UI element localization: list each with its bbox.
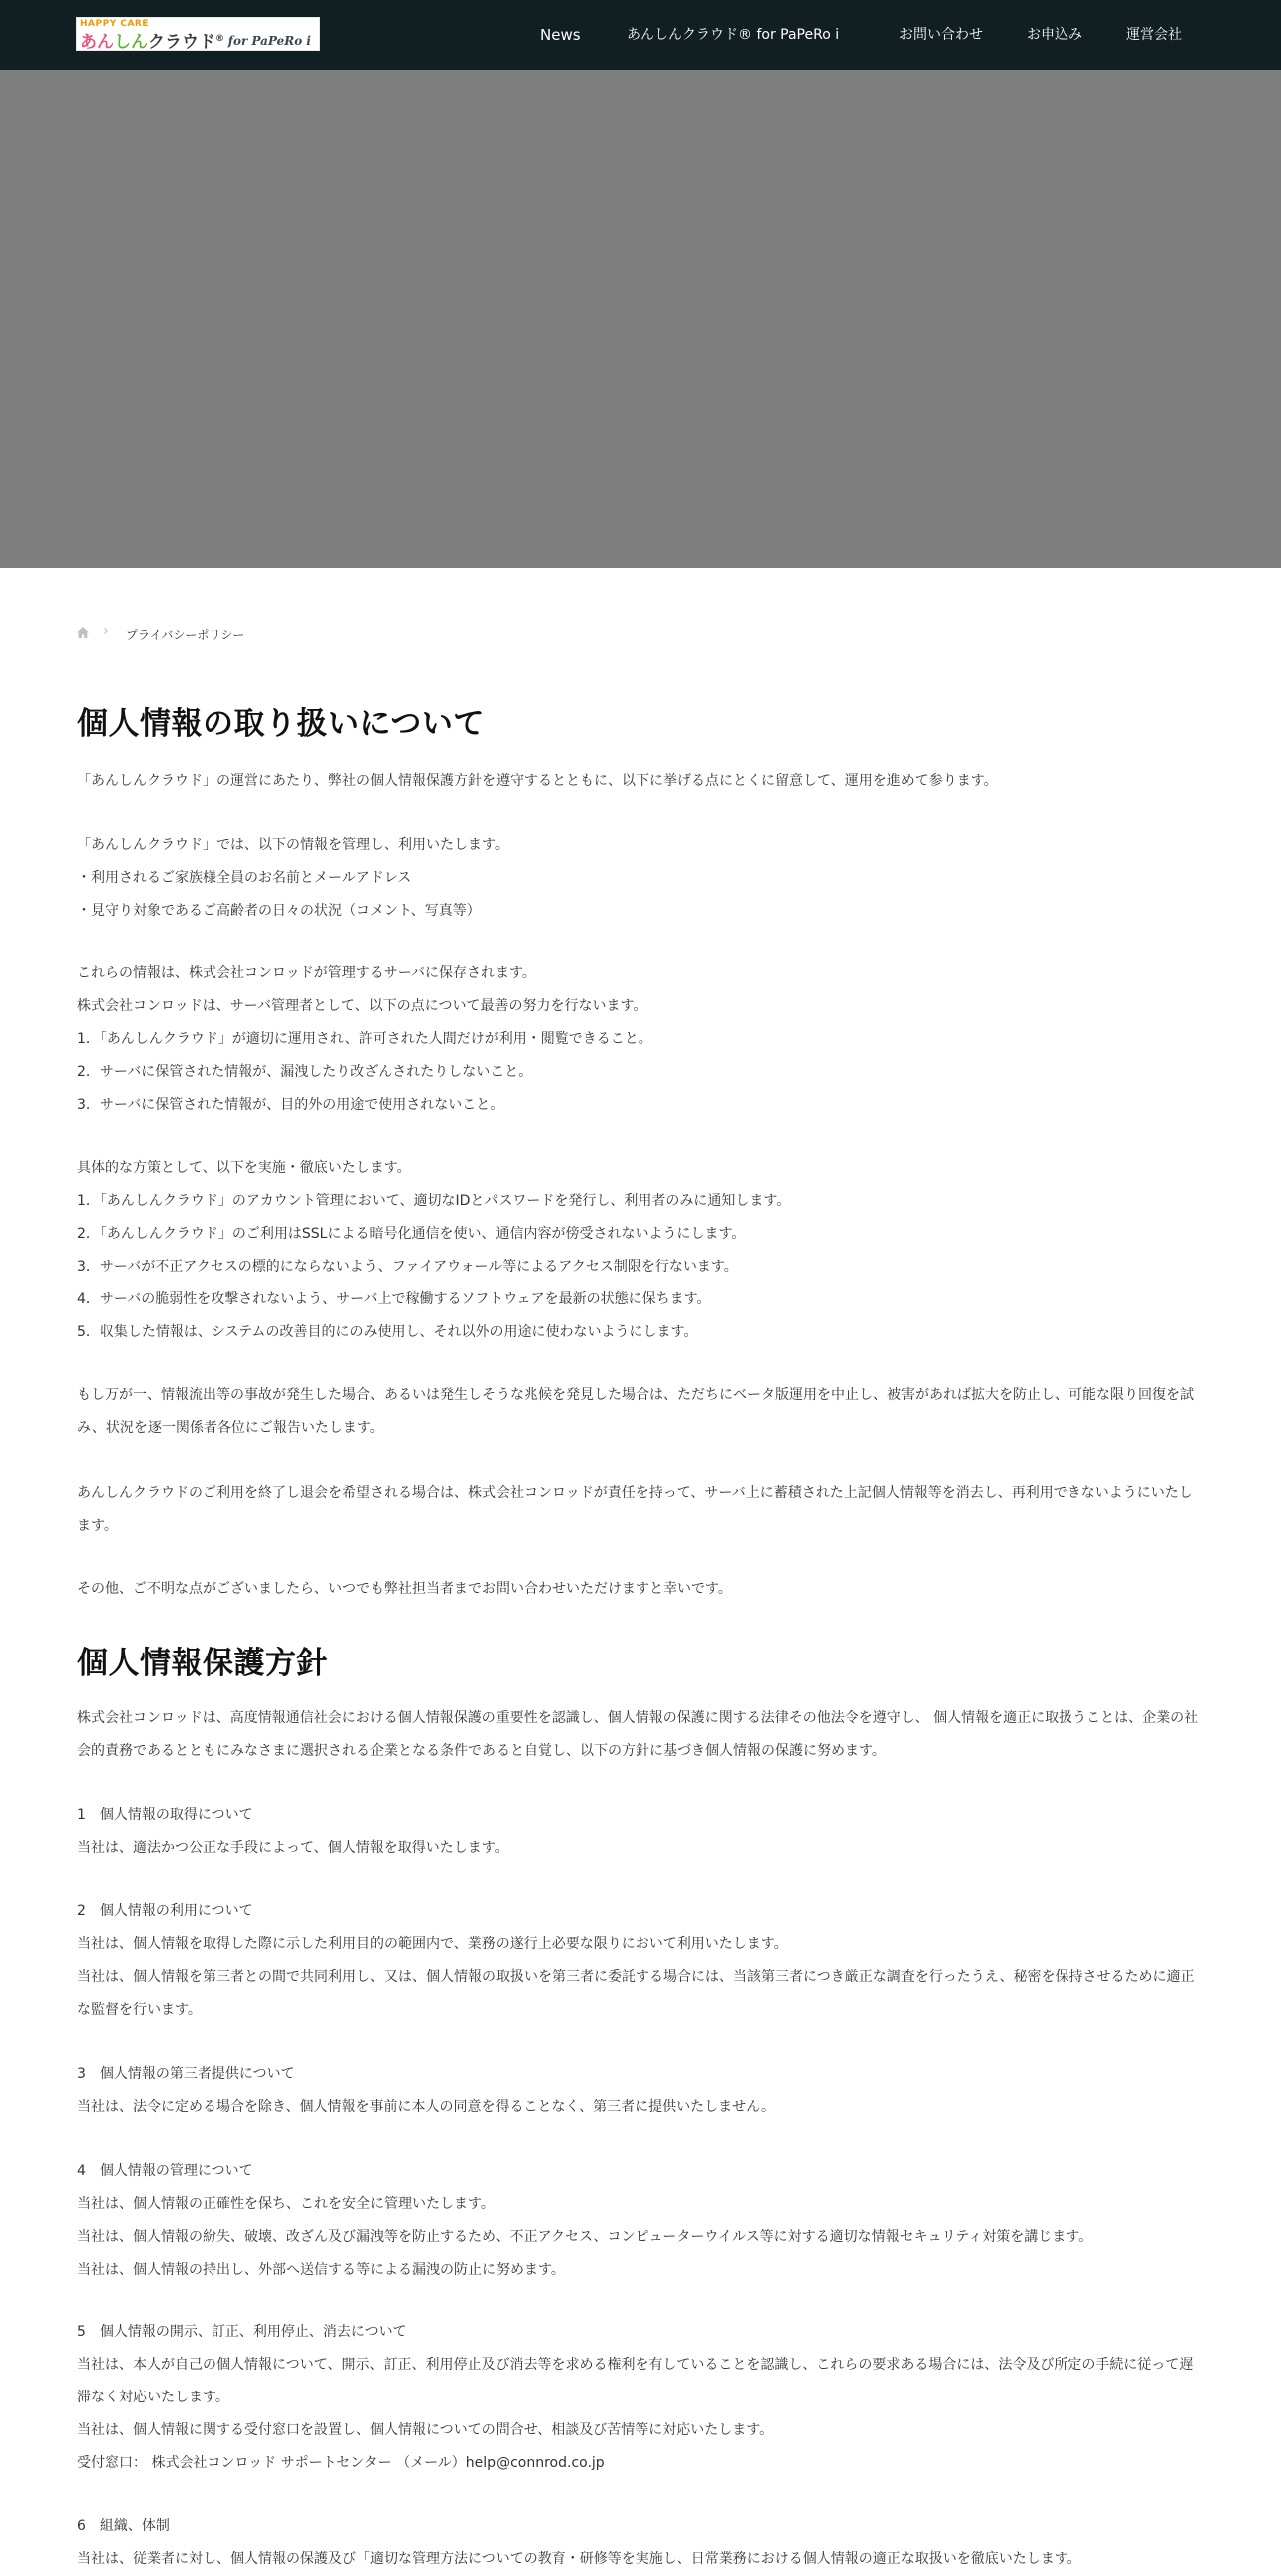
policy-item-5: 5 個人情報の開示、訂正、利用停止、消去について 当社は、本人が自己の個人情報について、開示、訂正、利用停止及び消去等を求める権利を有していることを認識し、これらの要求ある場合には、法令及び所定の手続に従って遅滞なく対応いたします。 当社は、個人情報に関する受付窓口を設置し、個人情報についての問合せ、相談及び苦情等に対応いたします。 受付窓口： 株式会社コンロッド サポートセンター （メール）help@connrod.co.jp xyxy=(77,2316,1206,2480)
breadcrumb-current: プライバシーポリシー xyxy=(126,628,245,642)
nav-anshin-cloud[interactable]: あんしんクラウド® for PaPeRo i xyxy=(627,27,840,43)
support-contact: 受付窓口： 株式会社コンロッド サポートセンター （メール）help@connrod.co.jp xyxy=(77,2455,605,2471)
nav-company[interactable]: 運営会社 xyxy=(1126,27,1182,43)
section1-measures-list: 具体的な方策として、以下を実施・徹底いたします。 1．「あんしんクラウド」のアカウント管理において、適切なIDとパスワードを発行し、利用者のみに通知します。 2．「あんしんクラウド」のご利用はSSLによる暗号化通信を使い、通信内容が傍受されないようにします。 3．サーバが不正アクセスの標的にならないよう、ファイアウォール等によるアクセス制限を行ないます。 4．サーバの脆弱性を攻撃されないよう、サーバ上で稼働するソフトウェアを最新の状態に保ちます。 5．収集した情報は、システムの改善目的にのみ使用し、それ以外の用途に使わないようにします。 xyxy=(77,1160,791,1340)
policy-item-2: 2 個人情報の利用について 当社は、個人情報を取得した際に示した利用目的の範囲内で、業務の遂行上必要な限りにおいて利用いたします。 当社は、個人情報を第三者との間で共同利用し、又は、個人情報の取扱いを第三者に委託する場合には、当該第三者につき厳正な調査を行ったうえ、秘密を保持させるために適正な監督を行います。 xyxy=(77,1903,1195,2018)
nav-apply[interactable]: お申込み xyxy=(1027,27,1082,43)
section1-incident: もし万が一、情報流出等の事故が発生した場合、あるいは発生しそうな兆候を発見した場合は、ただちにベータ版運用を中止し、被害があれば拡大を防止し、可能な限り回復を試み、状況を逐一関係者各位にご報告いたします。 xyxy=(77,1387,1194,1436)
section2-title: 個人情報保護方針 xyxy=(77,1646,328,1681)
section2-intro: 株式会社コンロッドは、高度情報通信社会における個人情報保護の重要性を認識し、個人情報の保護に関する法律その他法令を遵守し、 個人情報を適正に取扱うことは、企業の社会的責務であるとともにみなさまに選択される企業となる条件であると自覚し、以下の方針に基づき個人情報の保護に努めます。 xyxy=(77,1710,1199,1759)
chevron-right-icon: › xyxy=(103,623,109,639)
logo-subtitle: for PaPeRo i xyxy=(227,34,311,48)
policy-item-1: 1 個人情報の取得について 当社は、適法かつ公正な手段によって、個人情報を取得いたします。 xyxy=(77,1807,509,1856)
nav-contact[interactable]: お問い合わせ xyxy=(899,27,983,43)
logo-wordmark: あんしんクラウド® xyxy=(80,32,224,53)
policy-item-6: 6 組織、体制 当社は、従業者に対し、個人情報の保護及び「適切な管理方法についての教育・研修等を実施し、日常業務における個人情報の適正な取扱いを徹底いたします。 xyxy=(77,2518,1081,2567)
policy-item-4: 4 個人情報の管理について 当社は、個人情報の正確性を保ち、これを安全に管理いたします。 当社は、個人情報の紛失、破壊、改ざん及び漏洩等を防止するため、不正アクセス、コンピューターウイルス等に対する適切な情報セキュリティ対策を講じます。 当社は、個人情報の持出し、外部へ送信する等による漏洩の防止に努めます。 xyxy=(77,2163,1093,2278)
section1-info-list: 「あんしんクラウド」では、以下の情報を管理し、利用いたします。 ・利用されるご家族様全員のお名前とメールアドレス ・見守り対象であるご高齢者の日々の状況（コメント、写真等） xyxy=(77,837,509,919)
logo-tagline: HAPPY CARE xyxy=(80,19,149,29)
section1-contact: その他、ご不明な点がございましたら、いつでも弊社担当者までお問い合わせいただけますと幸いです。 xyxy=(77,1581,732,1597)
section1-server-list: これらの情報は、株式会社コンロッドが管理するサーバに保存されます。 株式会社コンロッドは、サーバ管理者として、以下の点について最善の努力を行ないます。 1．「あんしんクラウド」が適切に運用され、許可された人間だけが利用・閲覧できること。 2．サーバに保管された情報が、漏洩したり改ざんされたりしないこと。 3．サーバに保管された情報が、目的外の用途で使用されないこと。 xyxy=(77,965,652,1113)
page-title: 個人情報の取り扱いについて xyxy=(77,706,485,742)
site-header xyxy=(0,0,1281,70)
section1-withdraw: あんしんクラウドのご利用を終了し退会を希望される場合は、株式会社コンロッドが責任を持って、サーバ上に蓄積された上記個人情報等を消去し、再利用できないようにいたします。 xyxy=(77,1485,1193,1534)
policy-item-3: 3 個人情報の第三者提供について 当社は、法令に定める場合を除き、個人情報を事前に本人の同意を得ることなく、第三者に提供いたしません。 xyxy=(77,2066,775,2115)
hero-banner xyxy=(0,70,1281,568)
site-logo[interactable] xyxy=(76,17,320,51)
section1-intro: 「あんしんクラウド」の運営にあたり、弊社の個人情報保護方針を遵守するとともに、以下に挙げる点にとくに留意して、運用を進めて参ります。 xyxy=(77,773,998,789)
home-icon[interactable] xyxy=(77,627,89,638)
nav-news[interactable]: News xyxy=(540,26,581,44)
